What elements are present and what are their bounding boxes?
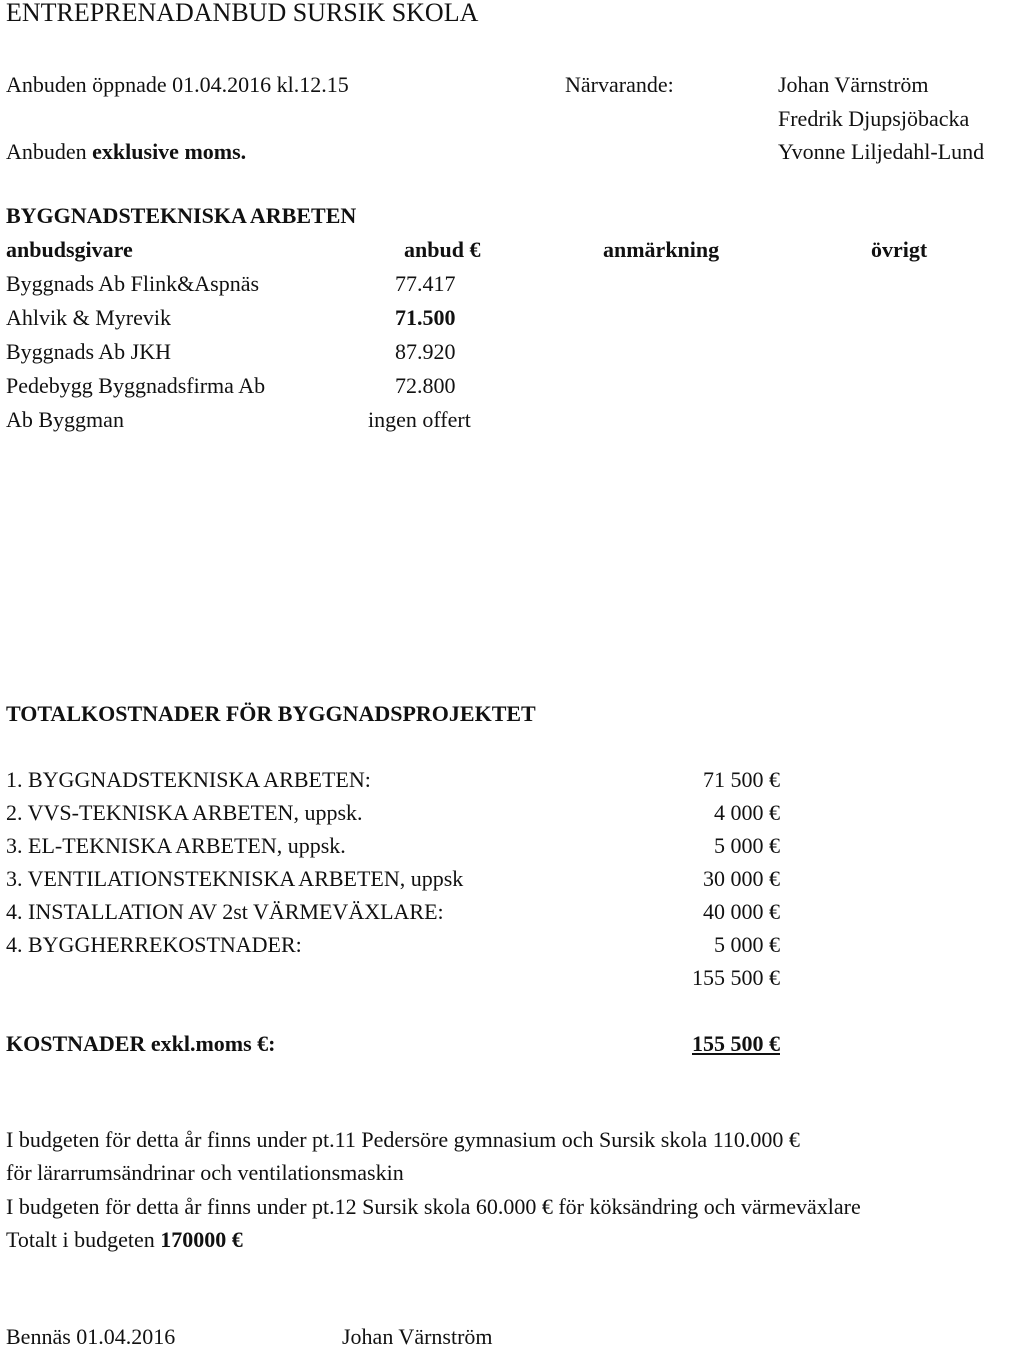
opened-info: Anbuden öppnade 01.04.2016 kl.12.15 (6, 72, 349, 97)
bidder-name: Ab Byggman (6, 407, 124, 432)
total-value: 155 500 € (692, 1031, 780, 1056)
section-heading: BYGGNADSTEKNISKA ARBETEN (6, 203, 357, 228)
present-person: Fredrik Djupsjöbacka (778, 106, 970, 131)
cost-subtotal: 155 500 € (692, 965, 780, 990)
signer-name: Johan Värnström (342, 1324, 493, 1349)
present-person: Johan Värnström (778, 72, 929, 97)
cost-item-value: 4 000 € (714, 800, 780, 825)
bidder-name: Byggnads Ab JKH (6, 339, 172, 364)
bidder-name: Byggnads Ab Flink&Aspnäs (6, 271, 260, 296)
bid-value: ingen offert (368, 407, 471, 432)
present-label: Närvarande: (565, 72, 674, 97)
cost-item-value: 5 000 € (714, 833, 780, 858)
bidder-name: Pedebygg Byggnadsfirma Ab (6, 373, 266, 398)
budget-note: I budgeten för detta år finns under pt.11 Pedersöre gymnasium och Sursik skola 110.000 € (6, 1127, 800, 1152)
budget-total-prefix: Totalt i budgeten (6, 1227, 161, 1252)
budget-note: för lärarrumsändrinar och ventilationsmaskin (6, 1160, 404, 1185)
exclusive-bold: exklusive moms. (92, 139, 247, 164)
cost-item-value: 30 000 € (703, 866, 780, 891)
cost-item-label: 4. BYGGHERREKOSTNADER: (6, 932, 302, 957)
budget-note: I budgeten för detta år finns under pt.12 Sursik skola 60.000 € för köksändring och värmeväxlare (6, 1194, 861, 1219)
exclusive-note (6, 141, 246, 163)
cost-item-label: 3. EL-TEKNISKA ARBETEN, uppsk. (6, 833, 346, 858)
section-heading: TOTALKOSTNADER FÖR BYGGNADSPROJEKTET (6, 701, 536, 726)
col-header-bid: anbud € (404, 237, 481, 262)
budget-total-amount: 170000 € (160, 1227, 243, 1252)
document-title: ENTREPRENADANBUD SURSIK SKOLA (6, 0, 479, 27)
col-header-other: övrigt (871, 237, 928, 262)
present-person: Yvonne Liljedahl-Lund (778, 139, 985, 164)
cost-item-label: 2. VVS-TEKNISKA ARBETEN, uppsk. (6, 800, 363, 825)
exclusive-prefix: Anbuden (6, 139, 93, 164)
bid-value-lowest: 71.500 (395, 305, 456, 330)
bid-value: 77.417 (395, 271, 456, 296)
cost-item-value: 5 000 € (714, 932, 780, 957)
bidder-name: Ahlvik & Myrevik (6, 305, 171, 330)
bid-value: 87.920 (395, 339, 456, 364)
col-header-bidder: anbudsgivare (6, 237, 133, 262)
col-header-remark: anmärkning (603, 237, 720, 262)
place-date: Bennäs 01.04.2016 (6, 1324, 176, 1349)
total-label: KOSTNADER exkl.moms €: (6, 1031, 276, 1056)
cost-item-label: 4. INSTALLATION AV 2st VÄRMEVÄXLARE: (6, 899, 444, 924)
budget-total (6, 1229, 243, 1251)
cost-item-label: 1. BYGGNADSTEKNISKA ARBETEN: (6, 767, 371, 792)
cost-item-value: 40 000 € (703, 899, 780, 924)
cost-item-label: 3. VENTILATIONSTEKNISKA ARBETEN, uppsk (6, 866, 464, 891)
cost-item-value: 71 500 € (703, 767, 780, 792)
bid-value: 72.800 (395, 373, 456, 398)
